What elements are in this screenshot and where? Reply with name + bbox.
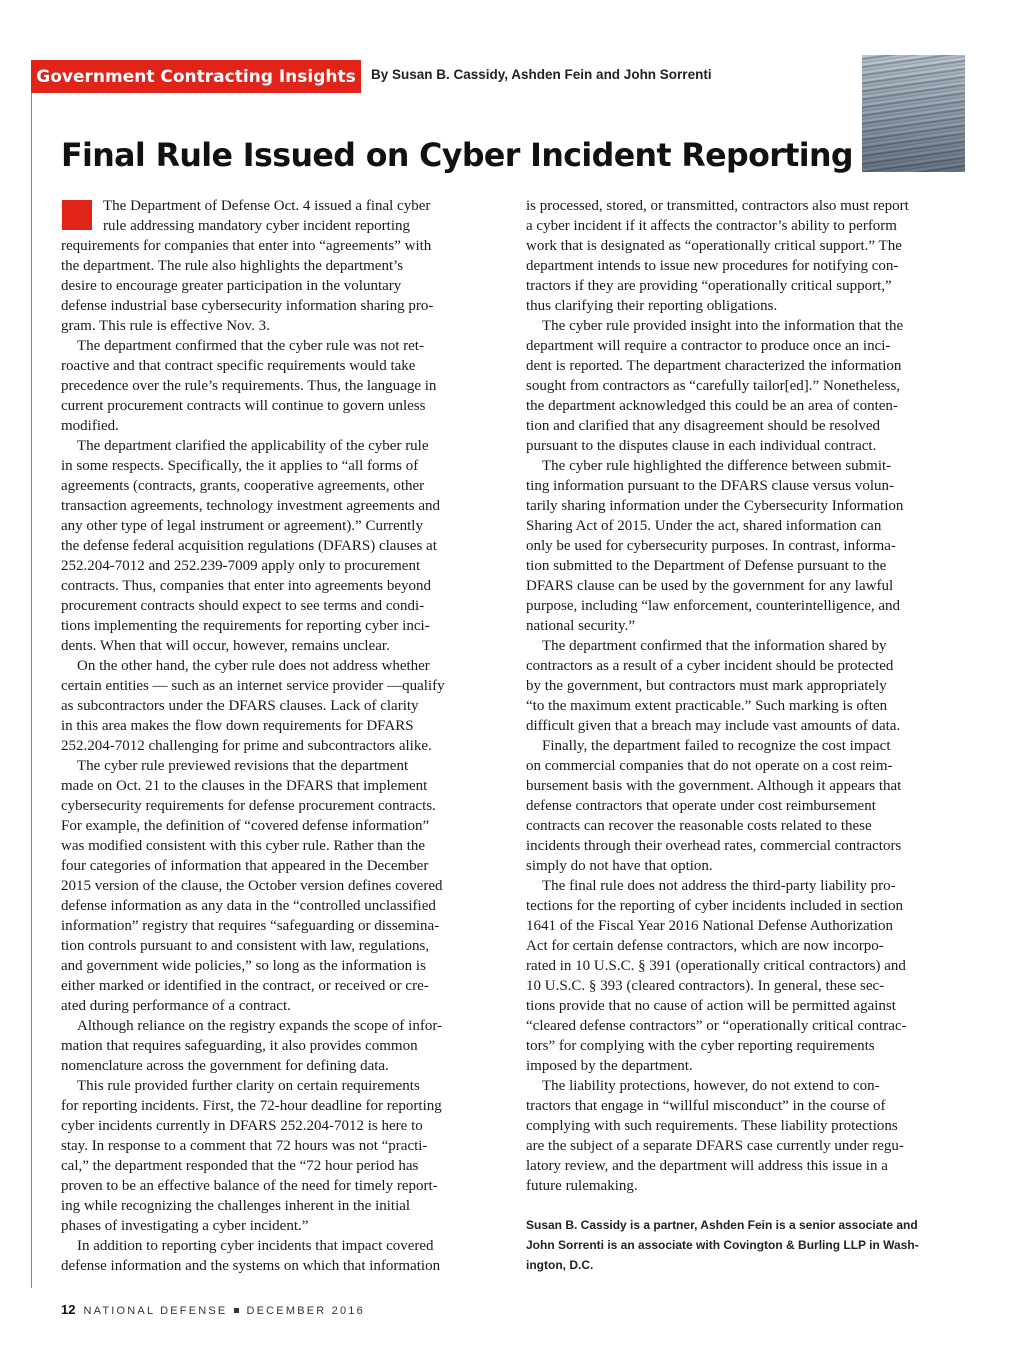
text-line: defense industrial base cybersecurity information sharing pro- [61,298,434,314]
text-line: 252.204-7012 challenging for prime and subcontractors alike. [61,738,432,754]
text-line: agreements (contracts, grants, cooperative agreements, other [61,478,425,494]
text-line: in some respects. Specifically, the it applies to “all forms of [61,458,419,474]
text-line: rated in 10 U.S.C. § 391 (operationally critical contractors) and [526,958,906,974]
square-separator-icon [234,1308,239,1313]
text-line: The final rule does not address the third-party liability pro- [542,878,896,894]
text-line: sought from contractors as “carefully tailor[ed].” Nonetheless, [526,378,901,394]
text-line: latory review, and the department will address this issue in a [526,1158,888,1174]
text-line: contracts. Thus, companies that enter into agreements beyond [61,578,432,594]
text-line: nomenclature across the government for defining data. [61,1058,389,1074]
text-line: “cleared defense contractors” or “operationally critical contrac- [526,1018,907,1034]
text-line: The cyber rule previewed revisions that the department [77,758,409,774]
text-line: ated during performance of a contract. [61,998,291,1014]
text-line: 2015 version of the clause, the October version defines covered [61,878,443,894]
publication-name: NATIONAL DEFENSE [83,1305,228,1317]
text-line: Sharing Act of 2015. Under the act, shared information can [526,518,882,534]
byline: By Susan B. Cassidy, Ashden Fein and John Sorrenti [371,67,712,82]
issue-date: DECEMBER 2016 [246,1305,365,1317]
text-line: contractors as a result of a cyber incident should be protected [526,658,894,674]
text-line: gram. This rule is effective Nov. 3. [61,318,270,334]
text-line: cybersecurity requirements for defense procurement contracts. [61,798,436,814]
text-line: on commercial companies that do not operate on a cost reim- [526,758,893,774]
text-line: incidents through their overhead rates, commercial contractors [526,838,902,854]
text-line: national security.” [526,618,635,634]
text-line: transaction agreements, technology investment agreements and [61,498,441,514]
article-column-left [61,196,499,1276]
text-line: made on Oct. 21 to the clauses in the DFARS that implement [61,778,428,794]
text-line: defense contractors that operate under cost reimbursement [526,798,876,814]
text-line: 1641 of the Fiscal Year 2016 National Defense Authorization [526,918,894,934]
bio-line: ington, D.C. [526,1258,594,1272]
text-line: roactive and that contract specific requirements would take [61,358,416,374]
text-line: 252.204-7012 and 252.239-7009 apply only to procurement [61,558,421,574]
text-line: dents. When that will occur, however, remains unclear. [61,638,390,654]
text-line: for reporting incidents. First, the 72-hour deadline for reporting [61,1098,442,1114]
text-line: proven to be an effective balance of the need for timely report- [61,1178,438,1194]
text-line: cyber incidents currently in DFARS 252.204-7012 is here to [61,1118,423,1134]
text-line: thus clarifying their reporting obligations. [526,298,778,314]
text-line: tion submitted to the Department of Defense pursuant to the [526,558,887,574]
text-line: department intends to issue new procedures for notifying con- [526,258,899,274]
text-line: tections for the reporting of cyber incidents included in section [526,898,903,914]
text-line: bursement basis with the government. Although it appears that [526,778,902,794]
text-line: by the government, but contractors must mark appropriately [526,678,887,694]
text-line: In addition to reporting cyber incidents that impact covered [77,1238,434,1254]
text-line: tion and clarified that any disagreement should be resolved [526,418,881,434]
text-line: imposed by the department. [526,1058,693,1074]
text-line: defense information as any data in the “controlled unclassified [61,898,436,914]
page-footer [61,1302,365,1317]
text-line: Finally, the department failed to recognize the cost impact [542,738,891,754]
text-line: either marked or identified in the contract, or received or cre- [61,978,429,994]
text-line: The cyber rule highlighted the difference between submit- [542,458,892,474]
text-line: stay. In response to a comment that 72 hours was not “practi- [61,1138,428,1154]
page-number: 12 [61,1302,76,1317]
text-line: procurement contracts should expect to see terms and condi- [61,598,425,614]
text-line: The Department of Defense Oct. 4 issued a final cyber [103,198,431,214]
text-line: purpose, including “law enforcement, counterintelligence, and [526,598,901,614]
text-line: Act for certain defense contractors, which are now incorpo- [526,938,884,954]
text-line: tions provide that no cause of action will be permitted against [526,998,896,1014]
bio-line: John Sorrenti is an associate with Covington & Burling LLP in Wash- [526,1238,919,1252]
text-line: The department confirmed that the information shared by [542,638,887,654]
text-line: pursuant to the disputes clause in each individual contract. [526,438,877,454]
text-line: On the other hand, the cyber rule does not address whether [77,658,430,674]
text-line: modified. [61,418,119,434]
text-line: 10 U.S.C. § 393 (cleared contractors). In general, these sec- [526,978,885,994]
text-line: certain entities — such as an internet service provider —qualify [61,678,445,694]
left-margin-rule [31,93,32,1288]
author-bio [526,1215,966,1275]
text-line: contracts can recover the reasonable costs related to these [526,818,872,834]
text-line: information” registry that requires “safeguarding or dissemina- [61,918,440,934]
text-line: For example, the definition of “covered defense information” [61,818,430,834]
bio-line: Susan B. Cassidy is a partner, Ashden Fein is a senior associate and [526,1218,918,1232]
text-line: as subcontractors under the DFARS clauses. Lack of clarity [61,698,419,714]
text-line: the defense federal acquisition regulations (DFARS) clauses at [61,538,437,554]
text-line: tions implementing the requirements for reporting cyber inci- [61,618,430,634]
stacked-papers-photo [862,55,965,172]
text-line: precedence over the rule’s requirements. Thus, the language in [61,378,437,394]
text-line: ting information pursuant to the DFARS clause versus volun- [526,478,895,494]
text-line: The department clarified the applicability of the cyber rule [77,438,429,454]
text-line: phases of investigating a cyber incident.” [61,1218,309,1234]
text-line: only be used for cybersecurity purposes. In contrast, informa- [526,538,896,554]
text-line: future rulemaking. [526,1178,638,1194]
text-line: difficult given that a breach may include vast amounts of data. [526,718,901,734]
text-line: any other type of legal instrument or agreement).” Currently [61,518,423,534]
text-line: four categories of information that appeared in the December [61,858,429,874]
text-line: desire to encourage greater participation in the voluntary [61,278,402,294]
text-line: is processed, stored, or transmitted, contractors also must report [526,198,909,214]
text-line: The cyber rule provided insight into the information that the [542,318,904,334]
text-line: work that is designated as “operationally critical support.” The [526,238,902,254]
text-line: tractors that engage in “willful misconduct” in the course of [526,1098,886,1114]
text-line: cal,” the department responded that the “72 hour period has [61,1158,419,1174]
headline: Final Rule Issued on Cyber Incident Reporting [61,138,853,174]
text-line: simply do not have that option. [526,858,713,874]
text-line: The liability protections, however, do not extend to con- [542,1078,880,1094]
text-line: Although reliance on the registry expands the scope of infor- [77,1018,443,1034]
text-line: a cyber incident if it affects the contractor’s ability to perform [526,218,897,234]
article-column-right [526,196,962,1196]
text-line: was modified consistent with this cyber rule. Rather than the [61,838,426,854]
text-line: “to the maximum extent practicable.” Such marking is often [526,698,888,714]
text-line: DFARS clause can be used by the government for any lawful [526,578,894,594]
text-line: and government wide policies,” so long as the information is [61,958,426,974]
text-line: defense information and the systems on which that information [61,1258,441,1274]
text-line: are the subject of a separate DFARS case currently under regu- [526,1138,904,1154]
text-line: tors” for complying with the cyber reporting requirements [526,1038,875,1054]
text-line: the department. The rule also highlights the department’s [61,258,404,274]
text-line: department will require a contractor to produce once an inci- [526,338,891,354]
text-line: The department confirmed that the cyber rule was not ret- [77,338,424,354]
text-line: the department acknowledged this could be an area of conten- [526,398,898,414]
text-line: current procurement contracts will continue to govern unless [61,398,426,414]
text-line: requirements for companies that enter into “agreements” with [61,238,432,254]
text-line: dent is reported. The department characterized the information [526,358,902,374]
text-line: complying with such requirements. These liability protections [526,1118,898,1134]
text-line: ing while recognizing the challenges inherent in the initial [61,1198,411,1214]
text-line: tractors if they are providing “operationally critical support,” [526,278,892,294]
text-line: This rule provided further clarity on certain requirements [77,1078,420,1094]
section-label: Government Contracting Insights [31,60,361,93]
text-line: in this area makes the flow down requirements for DFARS [61,718,414,734]
text-line: tarily sharing information under the Cybersecurity Information [526,498,904,514]
text-line: tion controls pursuant to and consistent with law, regulations, [61,938,430,954]
text-line: rule addressing mandatory cyber incident reporting [103,218,410,234]
text-line: mation that requires safeguarding, it also provides common [61,1038,418,1054]
